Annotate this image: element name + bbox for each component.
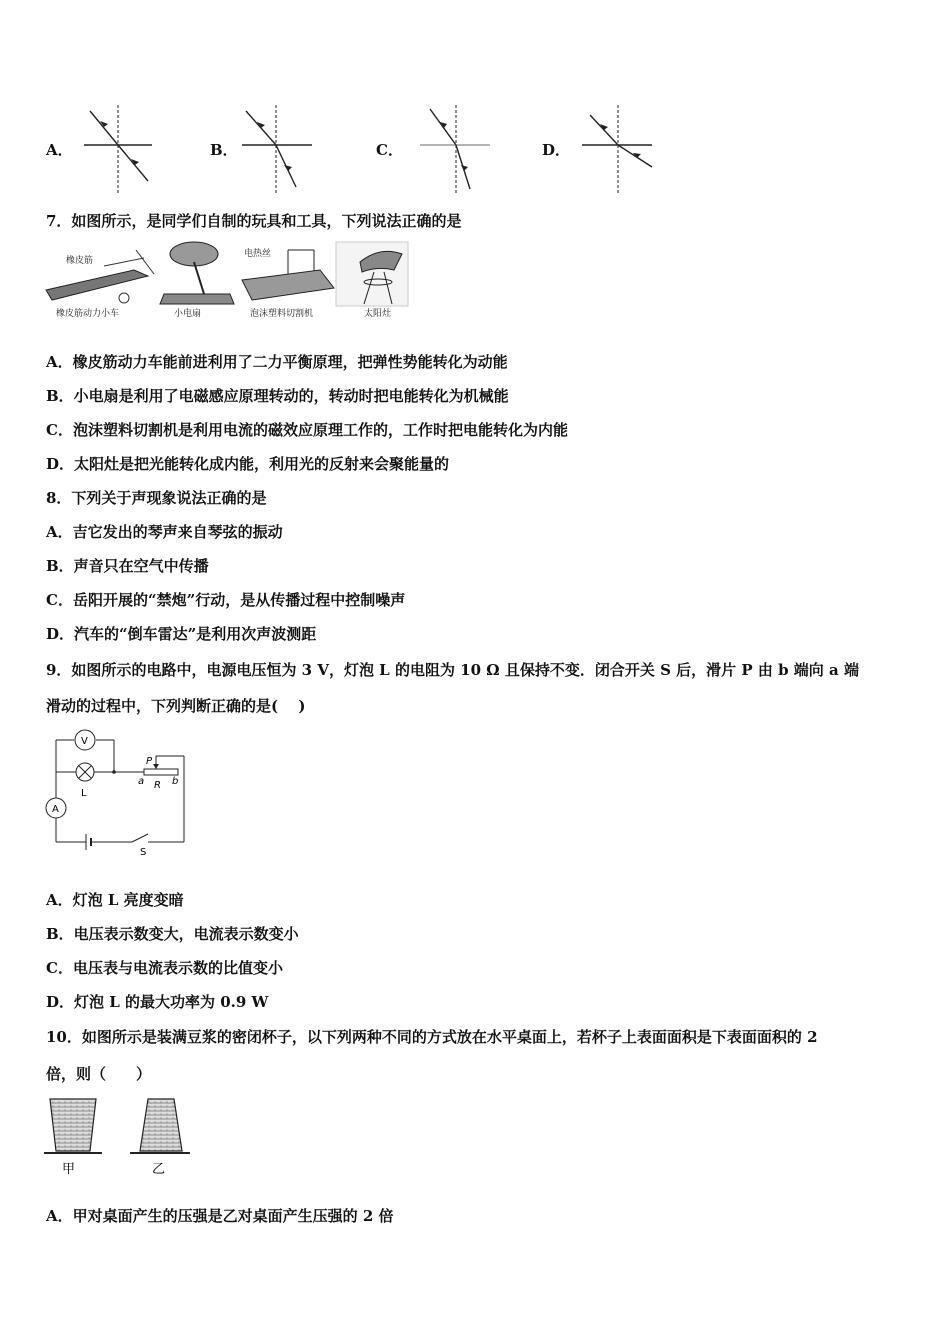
q8-option-c[interactable]: C．岳阳开展的“禁炮”行动，是从传播过程中控制噪声 [46,591,406,609]
q9-option-c[interactable]: C．电压表与电流表示数的比值变小 [46,959,283,977]
rubber-band-label: 橡皮筋 [66,256,94,266]
q7-figure [44,240,414,322]
q10-option-a[interactable]: A．甲对桌面产生的压强是乙对桌面产生压强的 2 倍 [46,1207,394,1225]
q7-option-b[interactable]: B．小电扇是利用了电磁感应原理转动的，转动时把电能转化为机械能 [46,387,509,405]
q6-option-a-label: A． [46,141,73,159]
q6-option-c[interactable] [376,103,536,198]
q6-option-c-diagram [406,103,526,195]
q10-stem-line2: 倍，则（ ） [46,1065,152,1083]
q6-option-b[interactable] [210,103,370,198]
q8-option-b[interactable]: B．声音只在空气中传播 [46,557,209,575]
caption-fan: 小电扇 [174,309,202,319]
cup-yi-image [140,1099,182,1151]
switch-label: S [140,847,147,858]
small-fan-image [160,242,234,319]
q6-option-d-diagram [572,103,692,195]
q7-option-a[interactable]: A．橡皮筋动力车能前进利用了二力平衡原理，把弹性势能转化为动能 [46,353,508,371]
q7-option-d[interactable]: D．太阳灶是把光能转化成内能，利用光的反射来会聚能量的 [46,455,450,473]
voltmeter-label: V [81,736,88,747]
cup-jia-image [50,1099,96,1151]
q8-option-d[interactable]: D．汽车的“倒车雷达”是利用次声波测距 [46,625,317,643]
cup-yi-label: 乙 [152,1162,166,1177]
rheostat-label: R [154,780,161,791]
switch-icon [132,834,148,842]
rheostat-end-a: a [138,776,145,787]
q6-option-b-diagram [240,103,360,195]
slider-label: P [146,756,153,767]
q6-options [0,103,950,198]
heating-wire-label: 电热丝 [244,249,272,259]
q7-stem: 7．如图所示，是同学们自制的玩具和工具，下列说法正确的是 [46,212,462,230]
q6-option-b-label: B． [210,141,238,159]
q9-circuit-diagram [40,728,200,858]
caption-solar: 太阳灶 [364,309,392,319]
q9-stem-line2: 滑动的过程中，下列判断正确的是( ) [46,697,306,715]
q10-stem-line1: 10．如图所示是装满豆浆的密闭杯子，以下列两种不同的方式放在水平桌面上，若杯子上表面面积是下表面面积的 2 [46,1028,818,1046]
solar-cooker-image [336,242,408,319]
ammeter-label: A [52,804,59,815]
q6-option-a[interactable] [46,103,206,198]
q10-cups-figure [44,1093,194,1179]
q9-option-b[interactable]: B．电压表示数变大，电流表示数变小 [46,925,299,943]
q6-option-c-label: C． [376,141,403,159]
q9-option-d[interactable]: D．灯泡 L 的最大功率为 0.9 W [46,993,269,1011]
q9-stem-line1: 9．如图所示的电路中，电源电压恒为 3 V，灯泡 L 的电阻为 10 Ω 且保持不变．闭合开关 S 后，滑片 P 由 b 端向 a 端 [46,661,859,679]
q6-option-a-diagram [76,103,196,195]
cup-jia-label: 甲 [62,1162,76,1177]
q9-option-a[interactable]: A．灯泡 L 亮度变暗 [46,891,184,909]
q8-stem: 8．下列关于声现象说法正确的是 [46,489,267,507]
caption-car: 橡皮筋动力小车 [56,309,120,319]
rheostat-icon [144,769,178,775]
q6-option-d[interactable] [542,103,702,198]
rubber-band-car-image [46,250,154,319]
q6-option-d-label: D． [542,141,571,159]
q8-option-a[interactable]: A．吉它发出的琴声来自琴弦的振动 [46,523,283,541]
caption-cutter: 泡沫塑料切割机 [250,309,314,319]
lamp-label: L [81,788,87,799]
rheostat-end-b: b [172,776,179,787]
q7-option-c[interactable]: C．泡沫塑料切割机是利用电流的磁效应原理工作的，工作时把电能转化为内能 [46,421,568,439]
foam-cutter-image [242,247,334,319]
